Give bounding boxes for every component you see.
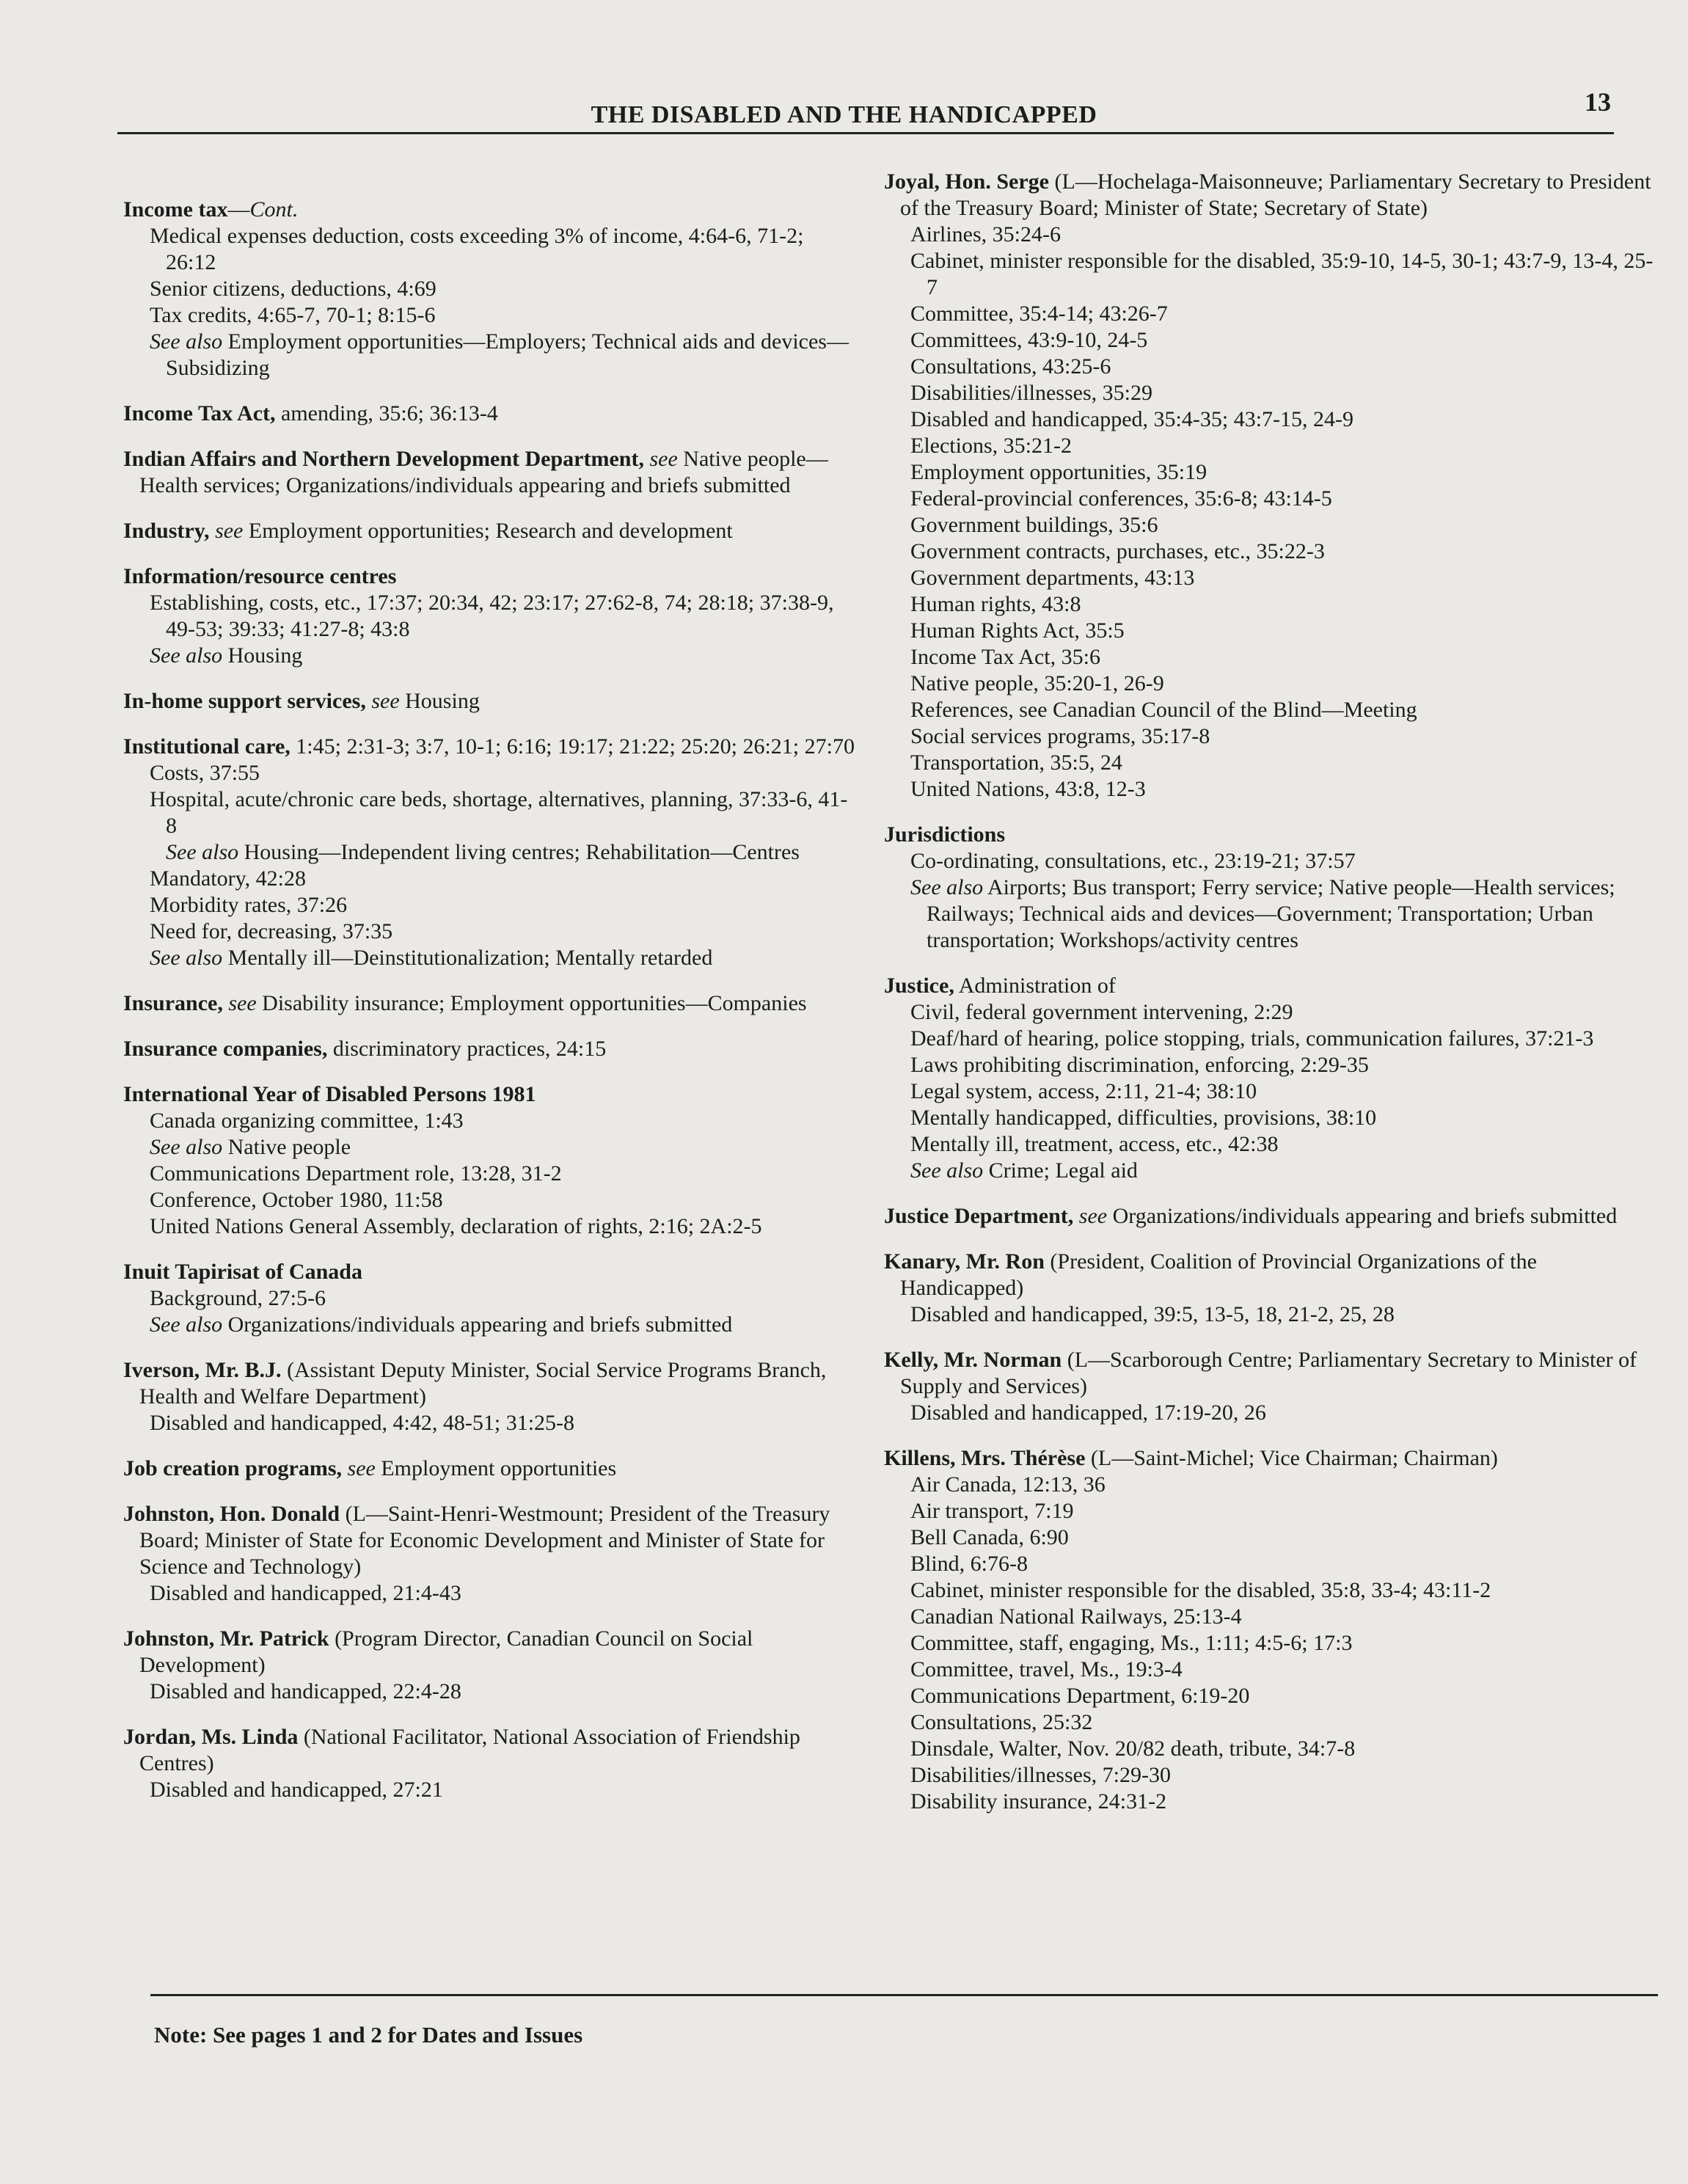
subentry-text: Mentally ill, treatment, access, etc., 42:38 (910, 1132, 1279, 1156)
index-entry (123, 563, 857, 669)
see-reference-target: Native people—Health services; Organizations/individuals appearing and briefs submitted (139, 447, 828, 497)
entry-term: Income tax (123, 197, 228, 222)
entry-heading (884, 1347, 1662, 1400)
subentry-text: Crime; Legal aid (988, 1158, 1138, 1183)
entry-heading (884, 822, 1662, 848)
entry-term: Industry, (123, 519, 210, 543)
subentry-text: Hospital, acute/chronic care beds, shortage, alternatives, planning, 37:33-6, 41-8 (150, 787, 848, 838)
subentry-text: Committee, staff, engaging, Ms., 1:11; 4:5-6; 17:3 (910, 1631, 1353, 1655)
entry-heading (123, 197, 857, 223)
subentry (884, 697, 1662, 723)
subentry (123, 760, 857, 786)
entry-description: 1:45; 2:31-3; 3:7, 10-1; 6:16; 19:17; 21:22; 25:20; 26:21; 27:70 (296, 734, 855, 759)
entry-description: — (227, 197, 250, 222)
entry-description: (L—Saint-Michel; Vice Chairman; Chairman) (1090, 1446, 1498, 1470)
subentry-text: Deaf/hard of hearing, police stopping, trials, communication failures, 37:21-3 (910, 1026, 1594, 1051)
subentry-text: Co-ordinating, consultations, etc., 23:19-21; 37:57 (910, 849, 1356, 873)
subentry-text: Airlines, 35:24-6 (910, 222, 1061, 246)
subentry-text: Disabled and handicapped, 4:42, 48-51; 31:25-8 (150, 1411, 575, 1435)
entry-term: In-home support services, (123, 689, 366, 713)
header-rule (117, 132, 1614, 134)
left-column (123, 197, 857, 1822)
entry-heading (123, 1259, 857, 1285)
subentry-text: Housing (227, 643, 303, 668)
subentry-text: Blind, 6:76-8 (910, 1552, 1028, 1576)
subentry-text: Government departments, 43:13 (910, 566, 1195, 590)
subentry (123, 1108, 857, 1134)
subentry (123, 1161, 857, 1187)
entry-term: Johnston, Mr. Patrick (123, 1626, 329, 1651)
entry-term: Jurisdictions (884, 822, 1006, 847)
see-reference-label: see (371, 689, 400, 713)
subentry-text: Legal system, access, 2:11, 21-4; 38:10 (910, 1079, 1257, 1103)
subentry (884, 1078, 1662, 1105)
index-entry (123, 1259, 857, 1338)
subentry (884, 380, 1662, 406)
see-also-label: See also (910, 1158, 984, 1183)
entry-heading (123, 1036, 857, 1062)
index-entry (884, 973, 1662, 1184)
entry-description: (L—Scarborough Centre; Parliamentary Secretary to Minister of Supply and Services) (900, 1348, 1637, 1398)
subentry (123, 918, 857, 945)
subentry (884, 565, 1662, 591)
entry-heading (123, 563, 857, 590)
see-also-line (123, 945, 857, 971)
index-entry (123, 1724, 857, 1803)
subentry-text: Federal-provincial conferences, 35:6-8; 43:14-5 (910, 486, 1332, 511)
subentry-text: Disabilities/illnesses, 7:29-30 (910, 1763, 1171, 1787)
subentry (884, 486, 1662, 512)
subentry-text: Mentally ill—Deinstitutionalization; Mentally retarded (227, 946, 713, 970)
subentry-text: Consultations, 43:25-6 (910, 354, 1111, 379)
subentry-text: Disabled and handicapped, 22:4-28 (150, 1679, 461, 1703)
see-reference-target: Housing (405, 689, 480, 713)
entry-term: Killens, Mrs. Thérèse (884, 1446, 1086, 1470)
index-entry (123, 1357, 857, 1436)
see-reference-target: Disability insurance; Employment opportunities—Companies (262, 991, 807, 1015)
entry-term: Justice Department, (884, 1204, 1074, 1228)
subentry-text: Mandatory, 42:28 (150, 866, 307, 891)
entry-term: Institutional care, (123, 734, 291, 759)
entry-term: Justice, (884, 974, 954, 998)
subentry-text: Communications Department, 6:19-20 (910, 1684, 1250, 1708)
subentry-text: Consultations, 25:32 (910, 1710, 1093, 1734)
subentry (884, 354, 1662, 380)
index-entry (884, 822, 1662, 954)
subentry (123, 1679, 857, 1705)
entry-heading (123, 1357, 857, 1410)
see-reference-target: Organizations/individuals appearing and briefs submitted (1112, 1204, 1618, 1228)
index-entry (884, 1249, 1662, 1328)
see-also-line (123, 1312, 857, 1338)
entry-description: (L—Hochelaga-Maisonneuve; Parliamentary Secretary to President of the Treasury Board; Minister of State; Secretary of State) (900, 169, 1651, 220)
subentry (123, 302, 857, 329)
entry-description: (President, Coalition of Provincial Organizations of the Handicapped) (900, 1249, 1537, 1300)
subentry-text: Social services programs, 35:17-8 (910, 724, 1210, 748)
subentry-text: Human rights, 43:8 (910, 592, 1081, 616)
entry-term: Insurance, (123, 991, 223, 1015)
see-also-label: See also (150, 329, 223, 354)
see-reference-label: see (215, 519, 244, 543)
subentry-text: Canada organizing committee, 1:43 (150, 1109, 464, 1133)
subentry (884, 1105, 1662, 1131)
subentry (884, 459, 1662, 486)
subentry (884, 644, 1662, 671)
subentry-text: Mentally handicapped, difficulties, provisions, 38:10 (910, 1106, 1377, 1130)
subentry-text: Native people, 35:20-1, 26-9 (910, 671, 1164, 695)
subentry (884, 248, 1662, 301)
subentry (884, 1524, 1662, 1551)
index-entry (123, 401, 857, 427)
page-title: THE DISABLED AND THE HANDICAPPED (591, 101, 1097, 128)
subentry (884, 1400, 1662, 1426)
subentry (884, 1052, 1662, 1078)
page-number: 13 (1585, 87, 1611, 117)
subentry-text: Disability insurance, 24:31-2 (910, 1789, 1167, 1814)
subentry-text: Need for, decreasing, 37:35 (150, 919, 393, 943)
subentry (884, 723, 1662, 750)
subentry (884, 1736, 1662, 1762)
subentry-text: Medical expenses deduction, costs exceeding 3% of income, 4:64-6, 71-2; 26:12 (150, 224, 804, 274)
subentry-text: Transportation, 35:5, 24 (910, 750, 1122, 775)
subentry-text: Organizations/individuals appearing and briefs submitted (227, 1312, 733, 1337)
subentry-text: Bell Canada, 6:90 (910, 1525, 1069, 1549)
subentry-text: Disabilities/illnesses, 35:29 (910, 381, 1152, 405)
index-entry (123, 1501, 857, 1607)
see-reference-label: see (649, 447, 678, 471)
subentry (884, 848, 1662, 874)
subentry (123, 1410, 857, 1436)
entry-heading (123, 990, 857, 1017)
footer-note: Note: See pages 1 and 2 for Dates and Issues (154, 2022, 583, 2048)
entry-description: (L—Saint-Henri-Westmount; President of the Treasury Board; Minister of State for Economic Development and Minister of State for Science and Technology) (139, 1502, 830, 1579)
index-entry (884, 1203, 1662, 1230)
index-entry (123, 1081, 857, 1240)
subentry (123, 1580, 857, 1607)
subentry (123, 786, 857, 839)
entry-description: (National Facilitator, National Association of Friendship Centres) (139, 1725, 800, 1775)
subentry-text: Employment opportunities—Employers; Technical aids and devices—Subsidizing (166, 329, 849, 380)
see-also-line (123, 1134, 857, 1161)
subentry-text: Tax credits, 4:65-7, 70-1; 8:15-6 (150, 303, 436, 327)
entry-term: Kelly, Mr. Norman (884, 1348, 1062, 1372)
subentry (123, 1285, 857, 1312)
subentry (884, 433, 1662, 459)
subentry-text: Committee, 35:4-14; 43:26-7 (910, 302, 1168, 326)
subentry-text: Conference, October 1980, 11:58 (150, 1188, 443, 1212)
subentry-text: Disabled and handicapped, 17:19-20, 26 (910, 1400, 1266, 1425)
subentry (884, 591, 1662, 618)
index-entry (123, 518, 857, 544)
index-entry (123, 990, 857, 1017)
index-entry (884, 1445, 1662, 1815)
index-entry (123, 1036, 857, 1062)
subentry-text: Laws prohibiting discrimination, enforcing, 2:29-35 (910, 1053, 1369, 1077)
entry-term: Johnston, Hon. Donald (123, 1502, 340, 1526)
entry-term: Insurance companies, (123, 1037, 328, 1061)
subentry (884, 512, 1662, 538)
index-entry (123, 688, 857, 715)
entry-term: Job creation programs, (123, 1456, 343, 1480)
subentry-text: Employment opportunities, 35:19 (910, 460, 1207, 484)
see-also-label: See also (166, 840, 239, 864)
subentry-text: Canadian National Railways, 25:13-4 (910, 1604, 1242, 1629)
subentry (123, 892, 857, 918)
see-also-line (123, 839, 857, 866)
entry-term: Information/resource centres (123, 564, 397, 588)
subentry (884, 1131, 1662, 1158)
entry-heading (123, 401, 857, 427)
subentry (884, 776, 1662, 803)
right-column (884, 169, 1662, 1834)
subentry-text: Civil, federal government intervening, 2:29 (910, 1000, 1293, 1024)
entry-heading (884, 1445, 1662, 1472)
subentry-text: Income Tax Act, 35:6 (910, 645, 1100, 669)
see-also-line (884, 874, 1662, 954)
entry-heading (884, 169, 1662, 222)
subentry-text: Native people (227, 1135, 351, 1159)
entry-heading (123, 1724, 857, 1777)
subentry (884, 1551, 1662, 1577)
index-entry (123, 446, 857, 499)
subentry (884, 1789, 1662, 1815)
subentry (884, 671, 1662, 697)
subentry-text: Elections, 35:21-2 (910, 434, 1072, 458)
entry-heading (123, 1081, 857, 1108)
subentry-text: Air transport, 7:19 (910, 1499, 1074, 1523)
subentry (884, 1301, 1662, 1328)
subentry-text: Airports; Bus transport; Ferry service; Native people—Health services; Railways; Technical aids and devices—Government; Transportation; Urban transportation; Workshops/activity centres (927, 875, 1615, 952)
index-entry (884, 169, 1662, 803)
subentry (884, 1683, 1662, 1709)
entry-description: Administration of (958, 974, 1116, 998)
see-also-label: See also (150, 946, 223, 970)
footer-rule (150, 1994, 1658, 1996)
subentry (884, 538, 1662, 565)
entry-heading (123, 734, 857, 760)
subentry (884, 327, 1662, 354)
see-reference-label: see (228, 991, 257, 1015)
subentry-text: Government contracts, purchases, etc., 35:22-3 (910, 539, 1325, 563)
see-reference-target: Employment opportunities; Research and development (248, 519, 733, 543)
subentry-text: Cabinet, minister responsible for the disabled, 35:9-10, 14-5, 30-1; 43:7-9, 13-4, 25-7 (910, 249, 1654, 299)
see-reference-label: Cont. (249, 197, 299, 222)
entry-heading (884, 1249, 1662, 1301)
see-also-label: See also (150, 1135, 223, 1159)
entry-term: Jordan, Ms. Linda (123, 1725, 299, 1749)
subentry-text: Disabled and handicapped, 39:5, 13-5, 18, 21-2, 25, 28 (910, 1302, 1395, 1326)
see-also-line (884, 1158, 1662, 1184)
subentry-text: Communications Department role, 13:28, 31-2 (150, 1161, 562, 1186)
index-entry (123, 197, 857, 381)
entry-term: Joyal, Hon. Serge (884, 169, 1049, 194)
subentry-text: United Nations General Assembly, declaration of rights, 2:16; 2A:2-5 (150, 1214, 762, 1238)
entry-heading (123, 1501, 857, 1580)
subentry-text: Dinsdale, Walter, Nov. 20/82 death, tribute, 34:7-8 (910, 1736, 1356, 1761)
subentry (884, 618, 1662, 644)
subentry (884, 1709, 1662, 1736)
subentry-text: Morbidity rates, 37:26 (150, 893, 348, 917)
subentry (884, 1630, 1662, 1657)
subentry (123, 866, 857, 892)
subentry-text: Housing—Independent living centres; Rehabilitation—Centres (244, 840, 800, 864)
entry-description: (Program Director, Canadian Council on Social Development) (139, 1626, 753, 1677)
subentry (884, 999, 1662, 1026)
entry-heading (123, 518, 857, 544)
entry-term: Indian Affairs and Northern Development Department, (123, 447, 644, 471)
see-also-label: See also (150, 1312, 223, 1337)
see-also-label: See also (910, 875, 984, 899)
entry-heading (123, 446, 857, 499)
see-also-line (123, 643, 857, 669)
subentry-text: References, see Canadian Council of the Blind—Meeting (910, 698, 1417, 722)
subentry (884, 406, 1662, 433)
subentry (884, 222, 1662, 248)
entry-description: discriminatory practices, 24:15 (332, 1037, 607, 1061)
entry-term: International Year of Disabled Persons 1981 (123, 1082, 536, 1106)
index-entry (884, 1347, 1662, 1426)
subentry-text: Senior citizens, deductions, 4:69 (150, 277, 436, 301)
subentry (123, 1213, 857, 1240)
subentry-text: Cabinet, minister responsible for the disabled, 35:8, 33-4; 43:11-2 (910, 1578, 1491, 1602)
subentry-text: Establishing, costs, etc., 17:37; 20:34, 42; 23:17; 27:62-8, 74; 28:18; 37:38-9, 49-53; 39:33; 41:27-8; 43:8 (150, 591, 834, 641)
subentry (884, 1657, 1662, 1683)
subentry-text: Disabled and handicapped, 35:4-35; 43:7-15, 24-9 (910, 407, 1354, 431)
entry-description: (Assistant Deputy Minister, Social Service Programs Branch, Health and Welfare Department) (139, 1358, 827, 1409)
subentry-text: Human Rights Act, 35:5 (910, 618, 1125, 643)
subentry-text: Government buildings, 35:6 (910, 513, 1158, 537)
subentry (884, 1498, 1662, 1524)
subentry (884, 750, 1662, 776)
entry-heading (123, 1456, 857, 1482)
subentry (884, 1026, 1662, 1052)
entry-heading (884, 973, 1662, 999)
see-reference-target: Employment opportunities (381, 1456, 617, 1480)
entry-heading (123, 1626, 857, 1679)
subentry-text: Committees, 43:9-10, 24-5 (910, 328, 1148, 352)
subentry (884, 1762, 1662, 1789)
subentry (123, 276, 857, 302)
see-reference-label: see (347, 1456, 376, 1480)
see-reference-label: see (1078, 1204, 1108, 1228)
subentry-text: Disabled and handicapped, 27:21 (150, 1778, 443, 1802)
subentry (884, 1472, 1662, 1498)
subentry-text: Disabled and handicapped, 21:4-43 (150, 1581, 461, 1605)
index-entry (123, 734, 857, 971)
index-entry (123, 1626, 857, 1705)
subentry (123, 223, 857, 276)
subentry (123, 1777, 857, 1803)
entry-heading (123, 688, 857, 715)
subentry (884, 1577, 1662, 1604)
entry-description: amending, 35:6; 36:13-4 (281, 401, 498, 426)
see-also-line (123, 329, 857, 381)
index-entry (123, 1456, 857, 1482)
subentry-text: United Nations, 43:8, 12-3 (910, 777, 1146, 801)
entry-term: Iverson, Mr. B.J. (123, 1358, 282, 1382)
see-also-label: See also (150, 643, 223, 668)
entry-term: Kanary, Mr. Ron (884, 1249, 1045, 1274)
entry-term: Inuit Tapirisat of Canada (123, 1260, 362, 1284)
subentry-text: Committee, travel, Ms., 19:3-4 (910, 1657, 1183, 1681)
subentry (123, 590, 857, 643)
subentry (884, 301, 1662, 327)
subentry (884, 1604, 1662, 1630)
entry-heading (884, 1203, 1662, 1230)
subentry (123, 1187, 857, 1213)
entry-term: Income Tax Act, (123, 401, 276, 426)
subentry-text: Costs, 37:55 (150, 761, 260, 785)
subentry-text: Background, 27:5-6 (150, 1286, 326, 1310)
subentry-text: Air Canada, 12:13, 36 (910, 1472, 1106, 1497)
